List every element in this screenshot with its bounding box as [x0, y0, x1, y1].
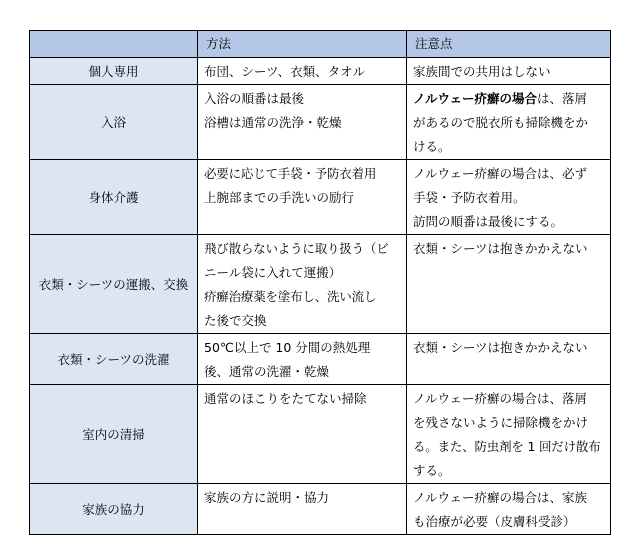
- note-line: を残さないように掃除機をかけ: [413, 415, 589, 430]
- note-line: も治療が必要（皮膚科受診）: [413, 514, 576, 529]
- row-label: 衣類・シーツの運搬、交換: [30, 235, 198, 334]
- header-cell-notes: 注意点: [407, 31, 611, 58]
- method-cell: [198, 334, 407, 385]
- method-cell: [198, 385, 407, 484]
- table-row: [30, 385, 611, 484]
- method-line: 通常のほこりをたてない掃除: [204, 391, 367, 406]
- method-line: 浴槽は通常の洗浄・乾燥: [204, 115, 342, 130]
- method-line: 入浴の順番は最後: [204, 91, 305, 106]
- note-line: 手袋・予防衣着用。: [413, 190, 526, 205]
- note-cell: [407, 58, 611, 85]
- table-row: [30, 484, 611, 535]
- method-cell: [198, 484, 407, 535]
- note-line: ノルウェー疥癬の場合は、家族: [413, 490, 588, 505]
- note-line: 訪問の順番は最後にする。: [413, 214, 564, 229]
- note-line: 衣類・シーツは抱きかかえない: [413, 241, 588, 256]
- method-line: 上腕部までの手洗いの励行: [204, 190, 355, 205]
- row-label: 家族の協力: [30, 484, 198, 535]
- table-row: [30, 160, 611, 235]
- note-line: 家族間での共用はしない: [413, 64, 551, 79]
- method-line: 飛び散らないように取り扱う（ビ: [204, 241, 389, 256]
- table-row: [30, 85, 611, 160]
- method-cell: [198, 58, 407, 85]
- note-line: ノルウェー疥癬の場合は、必ず: [413, 166, 588, 181]
- method-line: 家族の方に説明・協力: [204, 490, 330, 505]
- note-line: ノルウェー疥癬の場合は、落屑: [413, 391, 588, 406]
- method-line: ニール袋に入れて運搬）: [204, 265, 342, 280]
- method-cell: [198, 160, 407, 235]
- method-line: 疥癬治療薬を塗布し、洗い流し: [204, 289, 377, 304]
- scabies-precautions-table: [29, 30, 611, 535]
- method-line: 必要に応じて手袋・予防衣着用: [204, 166, 377, 181]
- note-line: る。また、防虫剤を 1 回だけ散布: [413, 439, 601, 454]
- table-row: [30, 235, 611, 334]
- note-line: ける。: [413, 139, 451, 154]
- note-cell: [407, 385, 611, 484]
- method-cell: [198, 235, 407, 334]
- header-row: [30, 31, 611, 58]
- note-line: があるので脱衣所も掃除機をか: [413, 115, 589, 130]
- note-line: ノルウェー疥癬の場合は、落屑: [413, 91, 588, 106]
- row-label: 身体介護: [30, 160, 198, 235]
- note-emphasis: ノルウェー疥癬の場合: [413, 91, 538, 106]
- table-row: [30, 334, 611, 385]
- method-cell: [198, 85, 407, 160]
- row-label: 個人専用: [30, 58, 198, 85]
- note-cell: [407, 484, 611, 535]
- table-row: [30, 58, 611, 85]
- row-label: 衣類・シーツの洗濯: [30, 334, 198, 385]
- header-cell-method: 方法: [198, 31, 407, 58]
- note-line: 衣類・シーツは抱きかかえない: [413, 340, 588, 355]
- note-cell: [407, 160, 611, 235]
- row-label: 入浴: [30, 85, 198, 160]
- note-cell: [407, 334, 611, 385]
- header-cell-blank: [30, 31, 198, 58]
- row-label: 室内の清掃: [30, 385, 198, 484]
- note-cell: [407, 85, 611, 160]
- note-line: する。: [413, 463, 451, 478]
- method-line: 後、通常の洗濯・乾燥: [204, 364, 330, 379]
- note-cell: [407, 235, 611, 334]
- method-line: 布団、シーツ、衣類、タオル: [204, 64, 366, 79]
- method-line: た後で交換: [204, 313, 267, 328]
- method-line: 50℃以上で 10 分間の熱処理: [204, 340, 371, 355]
